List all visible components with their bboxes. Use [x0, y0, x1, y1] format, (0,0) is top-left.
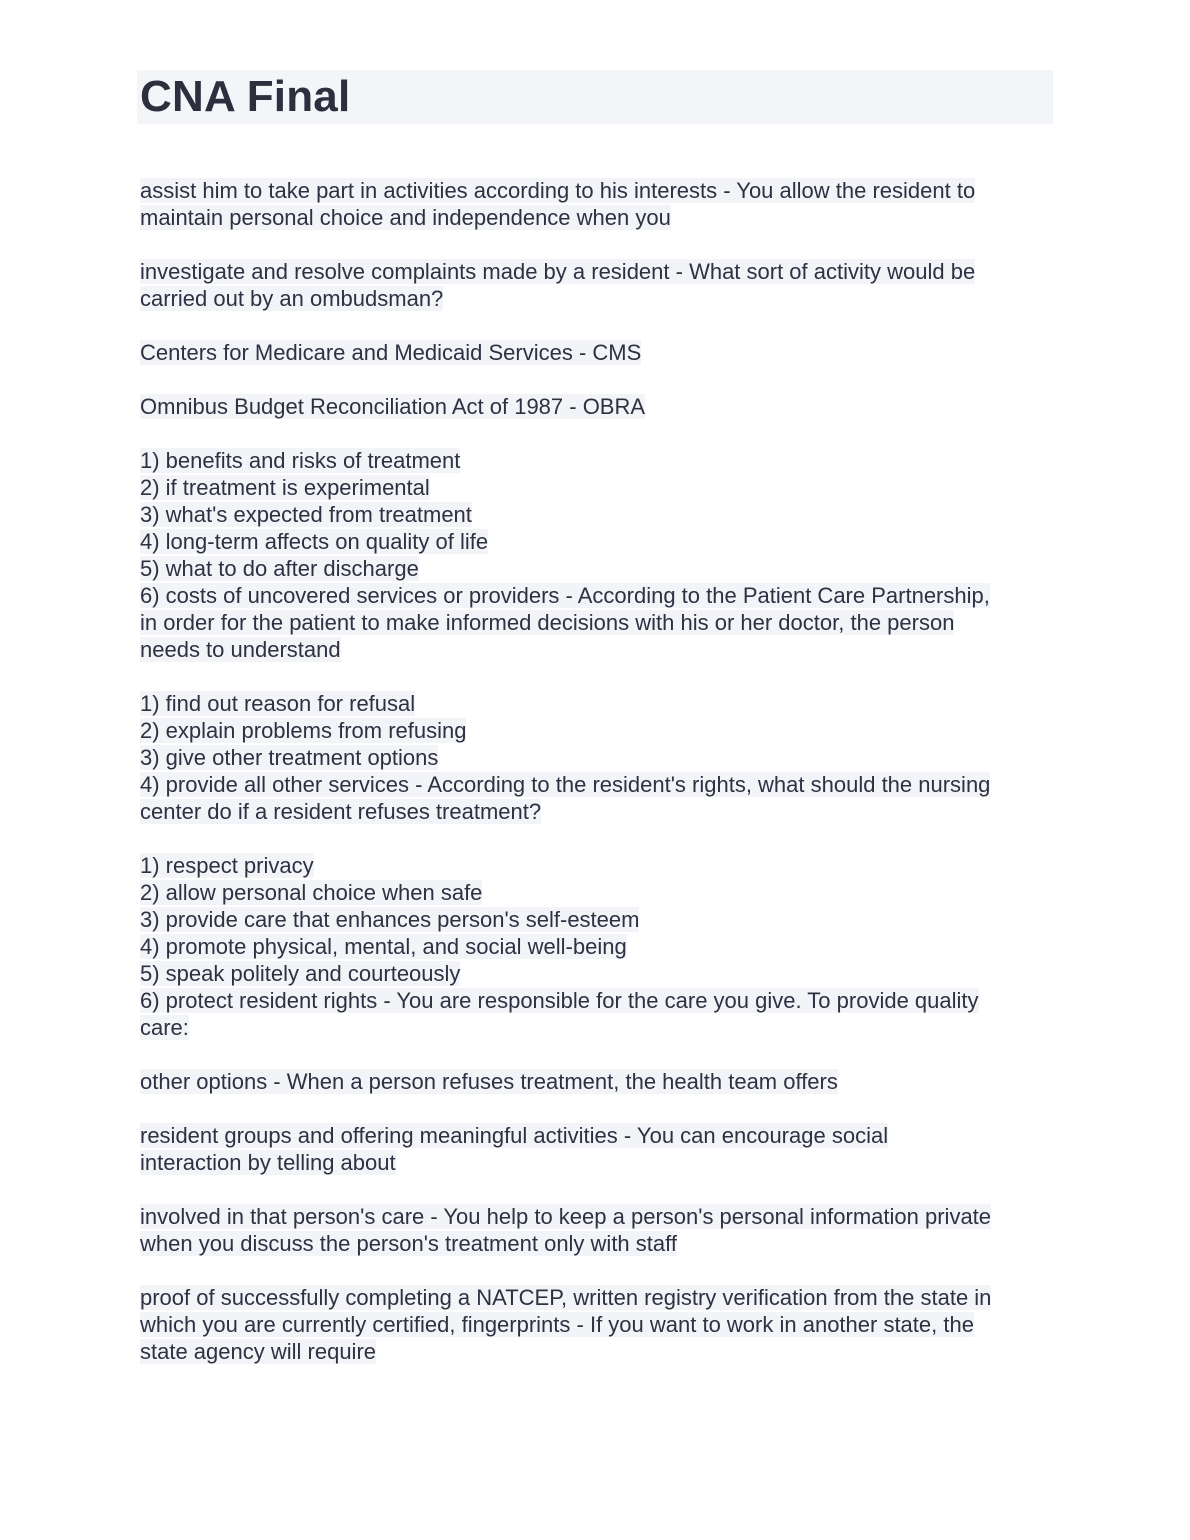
flashcard-line: 5) what to do after discharge [140, 556, 419, 581]
flashcard-line: 1) benefits and risks of treatment [140, 448, 461, 473]
flashcard-line: proof of successfully completing a NATCEP, written registry verification from the state in [140, 1285, 992, 1310]
flashcard-line: when you discuss the person's treatment only with staff [140, 1231, 677, 1256]
flashcard-line: 3) provide care that enhances person's self-esteem [140, 907, 640, 932]
flashcard-line: Omnibus Budget Reconciliation Act of 1987 - OBRA [140, 394, 646, 419]
flashcard-list [137, 177, 1053, 1365]
flashcard-line: in order for the patient to make informed decisions with his or her doctor, the person [140, 610, 955, 635]
flashcard-line: 2) explain problems from refusing [140, 718, 467, 743]
flashcard-entry [140, 447, 1053, 663]
flashcard-entry [140, 1203, 1053, 1257]
flashcard-line: state agency will require [140, 1339, 377, 1364]
flashcard-line: which you are currently certified, fingerprints - If you want to work in another state, the [140, 1312, 974, 1337]
flashcard-entry [140, 1284, 1053, 1365]
flashcard-line: 4) provide all other services - According to the resident's rights, what should the nursing [140, 772, 991, 797]
flashcard-entry [140, 852, 1053, 1041]
flashcard-entry [140, 339, 1053, 366]
flashcard-line: 5) speak politely and courteously [140, 961, 461, 986]
flashcard-line: 1) find out reason for refusal [140, 691, 416, 716]
title-band [137, 70, 1053, 124]
flashcard-line: Centers for Medicare and Medicaid Services - CMS [140, 340, 642, 365]
flashcard-line: 6) protect resident rights - You are responsible for the care you give. To provide quality [140, 988, 979, 1013]
flashcard-line: center do if a resident refuses treatment? [140, 799, 542, 824]
flashcard-line: 2) allow personal choice when safe [140, 880, 483, 905]
flashcard-line: carried out by an ombudsman? [140, 286, 444, 311]
flashcard-line: needs to understand [140, 637, 341, 662]
flashcard-line: 3) what's expected from treatment [140, 502, 472, 527]
flashcard-line: other options - When a person refuses treatment, the health team offers [140, 1069, 838, 1094]
flashcard-entry [140, 1068, 1053, 1095]
flashcard-line: 4) promote physical, mental, and social well-being [140, 934, 627, 959]
flashcard-line: care: [140, 1015, 189, 1040]
flashcard-line: investigate and resolve complaints made by a resident - What sort of activity would be [140, 259, 976, 284]
flashcard-line: resident groups and offering meaningful activities - You can encourage social [140, 1123, 889, 1148]
flashcard-entry [140, 690, 1053, 825]
flashcard-entry [140, 177, 1053, 231]
flashcard-line: involved in that person's care - You help to keep a person's personal information private [140, 1204, 992, 1229]
flashcard-entry [140, 393, 1053, 420]
flashcard-line: 1) respect privacy [140, 853, 314, 878]
flashcard-entry [140, 1122, 1053, 1176]
flashcard-line: 4) long-term affects on quality of life [140, 529, 489, 554]
flashcard-entry [140, 258, 1053, 312]
document-page [137, 70, 1053, 1392]
flashcard-line: 6) costs of uncovered services or providers - According to the Patient Care Partnership, [140, 583, 990, 608]
flashcard-line: 3) give other treatment options [140, 745, 439, 770]
page-title: CNA Final [140, 72, 351, 121]
flashcard-line: maintain personal choice and independence when you [140, 205, 671, 230]
flashcard-line: interaction by telling about [140, 1150, 396, 1175]
flashcard-line: 2) if treatment is experimental [140, 475, 430, 500]
flashcard-line: assist him to take part in activities according to his interests - You allow the resident to [140, 178, 976, 203]
